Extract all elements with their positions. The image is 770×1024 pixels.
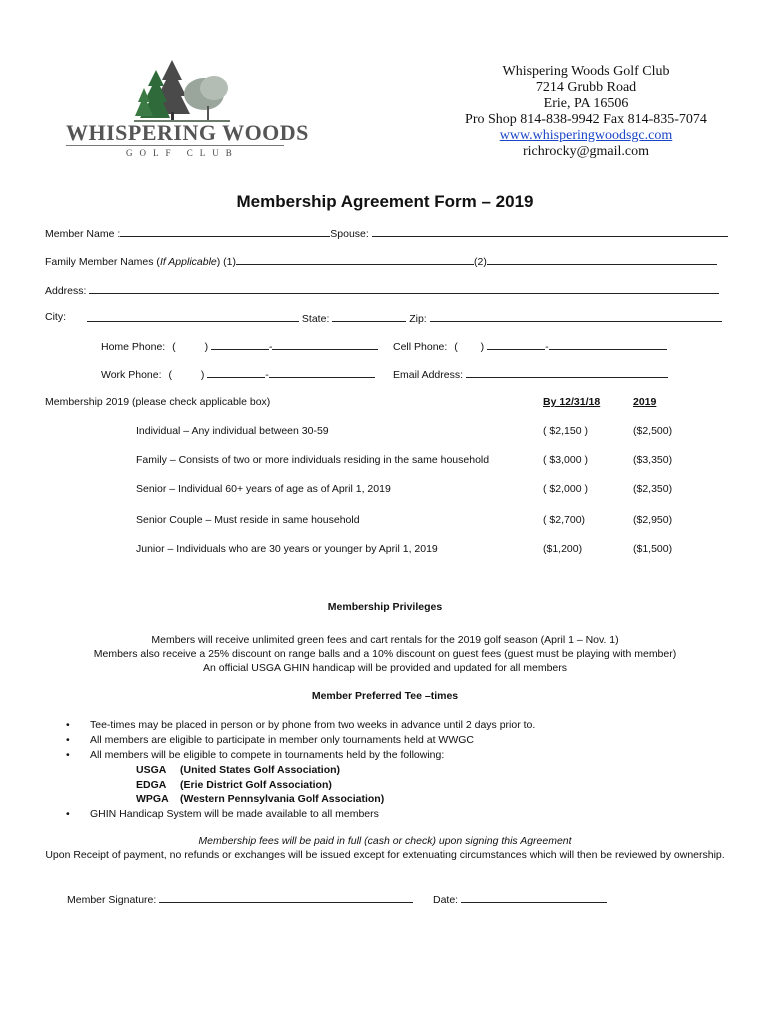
member-name-row (45, 226, 728, 240)
family-member-2-field[interactable] (487, 254, 717, 265)
date-label: Date: (433, 894, 459, 906)
logo-divider (66, 145, 284, 146)
association-wpga (90, 792, 535, 807)
plan-family-early[interactable]: ( $3,000 ) (543, 454, 588, 466)
club-phones: Pro Shop 814-838-9942 Fax 814-835-7074 (465, 112, 707, 127)
family-row (45, 254, 717, 268)
family-label-2: (2) (474, 256, 487, 268)
association-name: (Western Pennsylvania Golf Association) (180, 793, 385, 805)
home-phone-label: Home Phone: (101, 341, 166, 353)
signature-row (67, 892, 413, 906)
city-label: City: (45, 311, 66, 323)
cell-phone-paren-close: ) (480, 341, 485, 353)
email-field[interactable] (466, 367, 668, 378)
refund-note: Upon Receipt of payment, no refunds or exchanges will be issued except for extenuating circumstances which will then be reviewed by ownership. (45, 849, 725, 861)
home-phone-number-field[interactable] (272, 339, 378, 350)
club-contact-block (456, 64, 716, 160)
logo-subtitle: GOLF CLUB (126, 148, 239, 158)
address-row (45, 283, 719, 297)
plan-senior-early[interactable]: ( $2,000 ) (543, 483, 588, 495)
association-edga (90, 778, 535, 793)
home-phone-paren-close: ) (204, 341, 209, 353)
zip-label: Zip: (409, 313, 427, 325)
cell-phone-row: Cell Phone: ( ) - (393, 339, 667, 353)
address-field[interactable] (89, 283, 719, 294)
work-phone-prefix-field[interactable] (207, 367, 265, 378)
bullet-icon: • (66, 719, 70, 731)
tee-times-heading: Member Preferred Tee –times (311, 690, 459, 702)
cell-phone-label: Cell Phone: (393, 341, 448, 353)
plan-junior-price[interactable]: ($1,500) (633, 543, 673, 555)
zip-field[interactable] (430, 311, 722, 322)
association-usga (90, 763, 535, 778)
fees-note: Membership fees will be paid in full (cash or check) upon signing this Agreement (198, 835, 572, 847)
club-email: richrocky@gmail.com (522, 144, 650, 159)
email-row (393, 367, 668, 381)
city-row (45, 311, 66, 323)
privilege-line-2: Members also receive a 25% discount on range balls and a 10% discount on guest fees (guest must be playing with member) (93, 648, 677, 660)
state-field[interactable] (332, 311, 406, 322)
club-website-link[interactable]: www.whisperingwoodsgc.com (499, 128, 673, 143)
family-label: Family Member Names ( (45, 256, 160, 268)
signature-label: Member Signature: (67, 894, 157, 906)
spouse-label: Spouse: (330, 228, 369, 240)
plan-senior-desc: Senior – Individual 60+ years of age as of April 1, 2019 (136, 483, 391, 495)
family-label-italic: If Applicable (159, 256, 217, 268)
member-name-field[interactable] (120, 226, 330, 237)
club-logo (64, 58, 309, 160)
spouse-field[interactable] (372, 226, 728, 237)
association-abbr: EDGA (136, 778, 167, 791)
family-label-1: ) (1) (216, 256, 236, 268)
bullet-icon: • (66, 734, 70, 746)
work-phone-paren-open: ( (168, 369, 172, 381)
plan-senior-price[interactable]: ($2,350) (633, 483, 673, 495)
bullet-icon: • (66, 749, 70, 761)
state-label: State: (301, 313, 330, 325)
trees-icon (64, 58, 286, 128)
work-phone-number-field[interactable] (269, 367, 375, 378)
city-state-zip (87, 311, 722, 325)
club-name: Whispering Woods Golf Club (502, 64, 670, 79)
date-field[interactable] (461, 892, 607, 903)
list-item (66, 748, 535, 807)
association-abbr: WPGA (136, 793, 169, 805)
price-header: 2019 (633, 396, 657, 408)
member-name-label: Member Name : (45, 228, 121, 240)
email-label: Email Address: (393, 369, 464, 381)
city-field[interactable] (87, 311, 299, 322)
bullet-icon: • (66, 807, 70, 820)
family-member-1-field[interactable] (236, 254, 474, 265)
privileges-heading: Membership Privileges (327, 601, 443, 613)
list-item-text: Tee-times may be placed in person or by phone from two weeks in advance until 2 days prior to. (90, 719, 536, 731)
date-row (433, 892, 607, 906)
privilege-line-3: An official USGA GHIN handicap will be provided and updated for all members (203, 662, 567, 674)
logo-name: WHISPERING WOODS (66, 120, 309, 145)
club-street: 7214 Grubb Road (535, 80, 637, 95)
plan-family-desc: Family – Consists of two or more individuals residing in the same household (136, 454, 490, 466)
early-price-header: By 12/31/18 (543, 396, 601, 408)
club-city: Erie, PA 16506 (543, 96, 629, 111)
home-phone-paren-open: ( (172, 341, 176, 353)
plan-junior-desc: Junior – Individuals who are 30 years or younger by April 1, 2019 (136, 543, 438, 555)
association-name: (United States Golf Association) (180, 764, 341, 776)
address-label: Address: (45, 285, 87, 297)
membership-label: Membership 2019 (please check applicable box) (45, 396, 271, 408)
list-item (66, 733, 535, 748)
cell-phone-prefix-field[interactable] (487, 339, 545, 350)
list-item-text: All members will be eligible to compete in tournaments held by the following: (90, 749, 445, 761)
plan-senior-couple-price[interactable]: ($2,950) (633, 514, 673, 526)
cell-phone-paren-open: ( (454, 341, 458, 353)
association-name: (Erie District Golf Association) (180, 778, 332, 791)
plan-individual-price[interactable]: ($2,500) (633, 425, 673, 437)
list-item-text: GHIN Handicap System will be made available to all members (90, 807, 379, 820)
plan-family-price[interactable]: ($3,350) (633, 454, 673, 466)
work-phone-paren-close: ) (200, 369, 205, 381)
cell-phone-number-field[interactable] (549, 339, 667, 350)
signature-field[interactable] (159, 892, 413, 903)
home-phone-prefix-field[interactable] (211, 339, 269, 350)
form-title: Membership Agreement Form – 2019 (236, 192, 534, 211)
plan-senior-couple-desc: Senior Couple – Must reside in same household (136, 514, 360, 526)
home-phone-row: Home Phone: ( ) - (101, 339, 378, 353)
plan-individual-early[interactable]: ( $2,150 ) (543, 425, 588, 437)
list-item-text: All members are eligible to participate in member only tournaments held at WWGC (90, 734, 474, 746)
privilege-line-1: Members will receive unlimited green fees and cart rentals for the 2019 golf season (April 1 – Nov. 1) (151, 634, 619, 646)
list-item (66, 718, 535, 733)
list-item (66, 807, 535, 822)
plan-junior-early[interactable]: ($1,200) (543, 543, 583, 555)
plan-individual-desc: Individual – Any individual between 30-59 (136, 425, 329, 437)
tee-times-list (66, 718, 535, 822)
association-abbr: USGA (136, 764, 167, 776)
work-phone-row: Work Phone: ( ) - (101, 367, 375, 381)
work-phone-label: Work Phone: (101, 369, 162, 381)
plan-senior-couple-early[interactable]: ( $2,700) (543, 514, 586, 526)
